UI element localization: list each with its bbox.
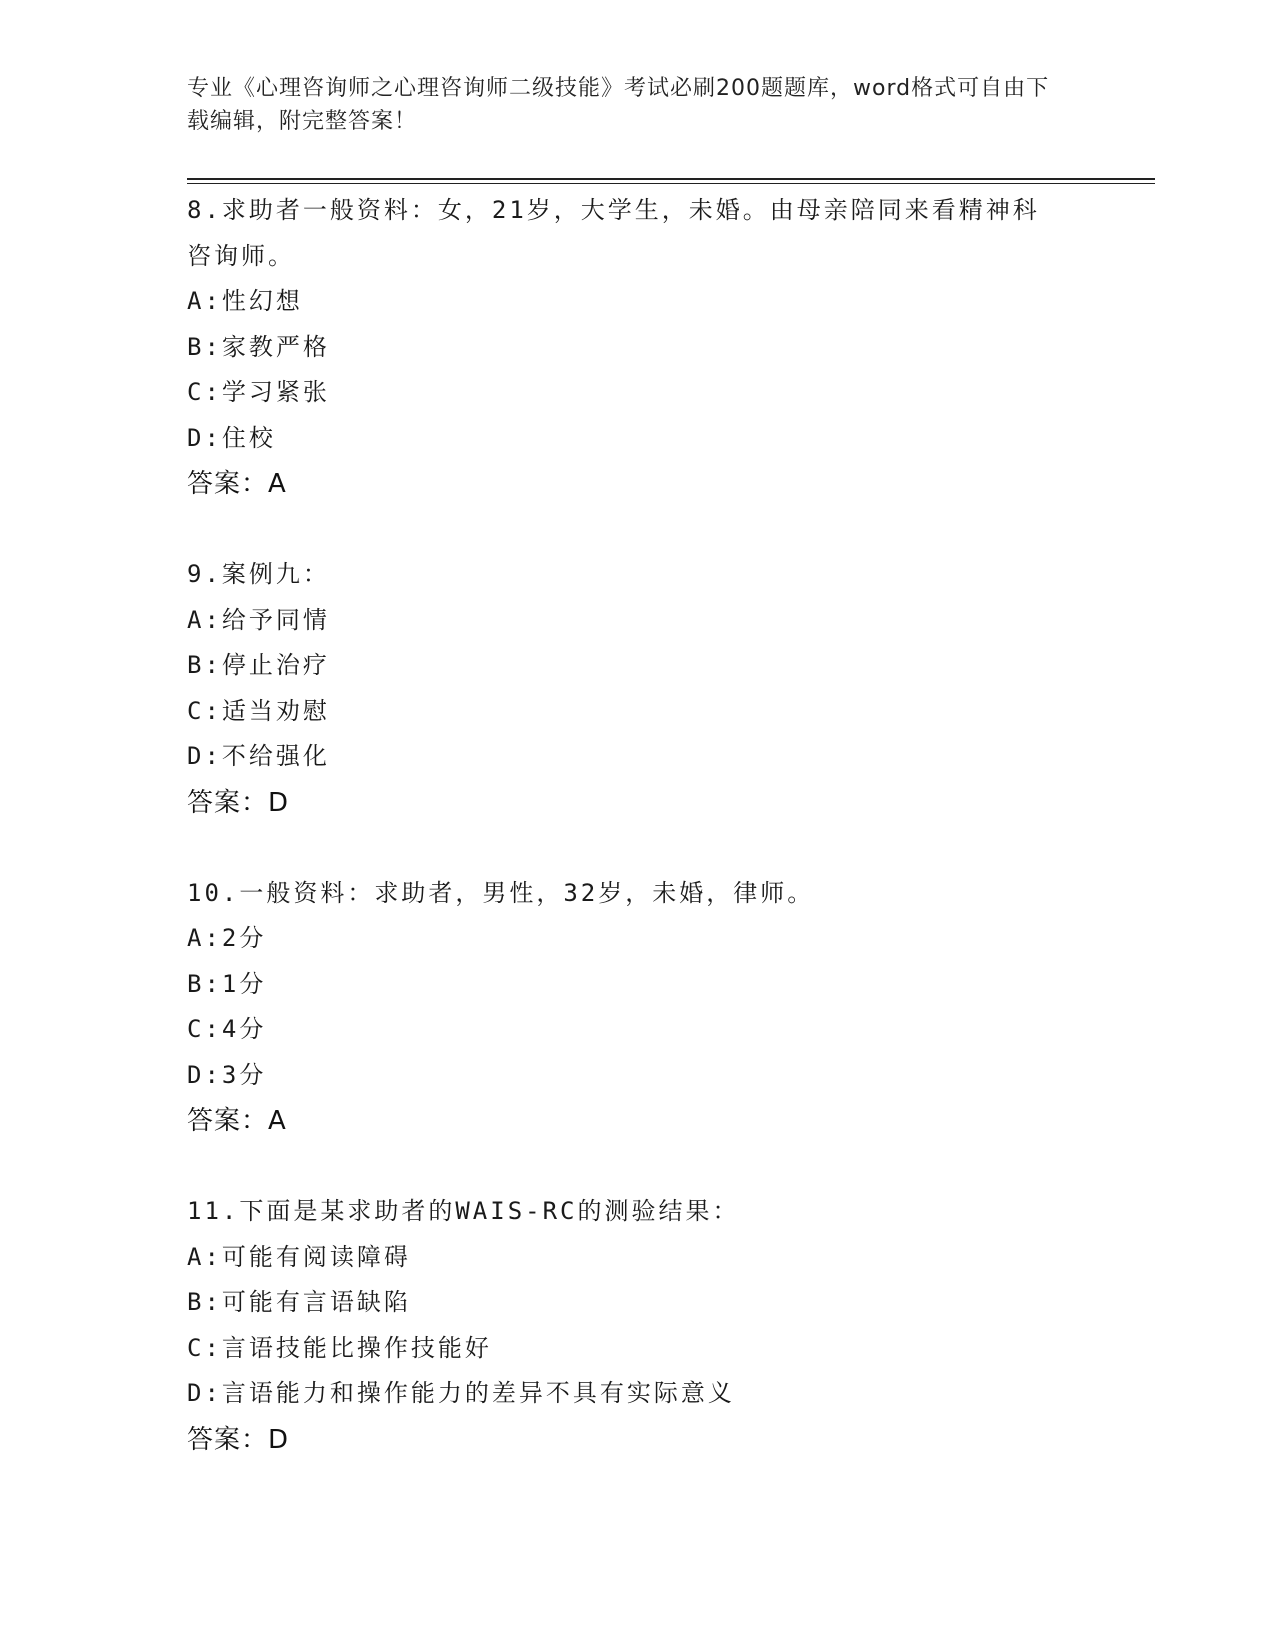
- question-stem-text: 9.案例九：: [187, 560, 330, 588]
- option-a: A:给予同情: [187, 605, 330, 634]
- answer-label: 答案：D: [187, 787, 290, 818]
- option-b: B:停止治疗: [187, 651, 330, 679]
- question-stem-text: 11.下面是某求助者的WAIS-RC的测验结果：: [187, 1197, 740, 1225]
- answer-label: 答案：A: [187, 1106, 287, 1136]
- question-stem: [187, 871, 1087, 917]
- option-a: A:性幻想: [187, 287, 303, 315]
- question-stem: [187, 1189, 1087, 1235]
- option-a: A:可能有阅读障碍: [187, 1242, 411, 1271]
- question-10: [187, 871, 1087, 1145]
- header-divider-thin: [187, 183, 1155, 184]
- option-d: D:不给强化: [187, 742, 330, 770]
- option-c: C:适当劝慰: [187, 696, 330, 725]
- option-d: D:住校: [187, 423, 276, 452]
- answer-label: 答案：A: [187, 469, 287, 499]
- question-11: [187, 1189, 1087, 1463]
- document-header: 专业《心理咨询师之心理咨询师二级技能》考试必刷200题题库，word格式可自由下载编辑，附完整答案！: [187, 76, 1050, 134]
- option-c: C:学习紧张: [187, 378, 330, 406]
- question-stem: [187, 188, 1087, 279]
- option-b: B:家教严格: [187, 332, 330, 361]
- option-c: C:4分: [187, 1015, 267, 1043]
- option-a: A:2分: [187, 924, 267, 952]
- question-list: [187, 188, 1087, 1508]
- question-9: [187, 552, 1087, 826]
- option-b: B:可能有言语缺陷: [187, 1288, 411, 1316]
- option-b: B:1分: [187, 969, 267, 998]
- option-c: C:言语技能比操作技能好: [187, 1333, 492, 1362]
- header-divider-thick: [187, 178, 1155, 180]
- question-stem-text: 8.求助者一般资料：女，21岁，大学生，未婚。由母亲陪同来看精神科咨询师。: [187, 196, 1040, 270]
- answer-label: 答案：D: [187, 1424, 290, 1455]
- option-d: D:言语能力和操作能力的差异不具有实际意义: [187, 1379, 735, 1407]
- question-stem-text: 10.一般资料：求助者，男性，32岁，未婚，律师。: [187, 878, 815, 907]
- option-d: D:3分: [187, 1060, 267, 1089]
- question-8: [187, 188, 1087, 507]
- question-stem: [187, 552, 1087, 598]
